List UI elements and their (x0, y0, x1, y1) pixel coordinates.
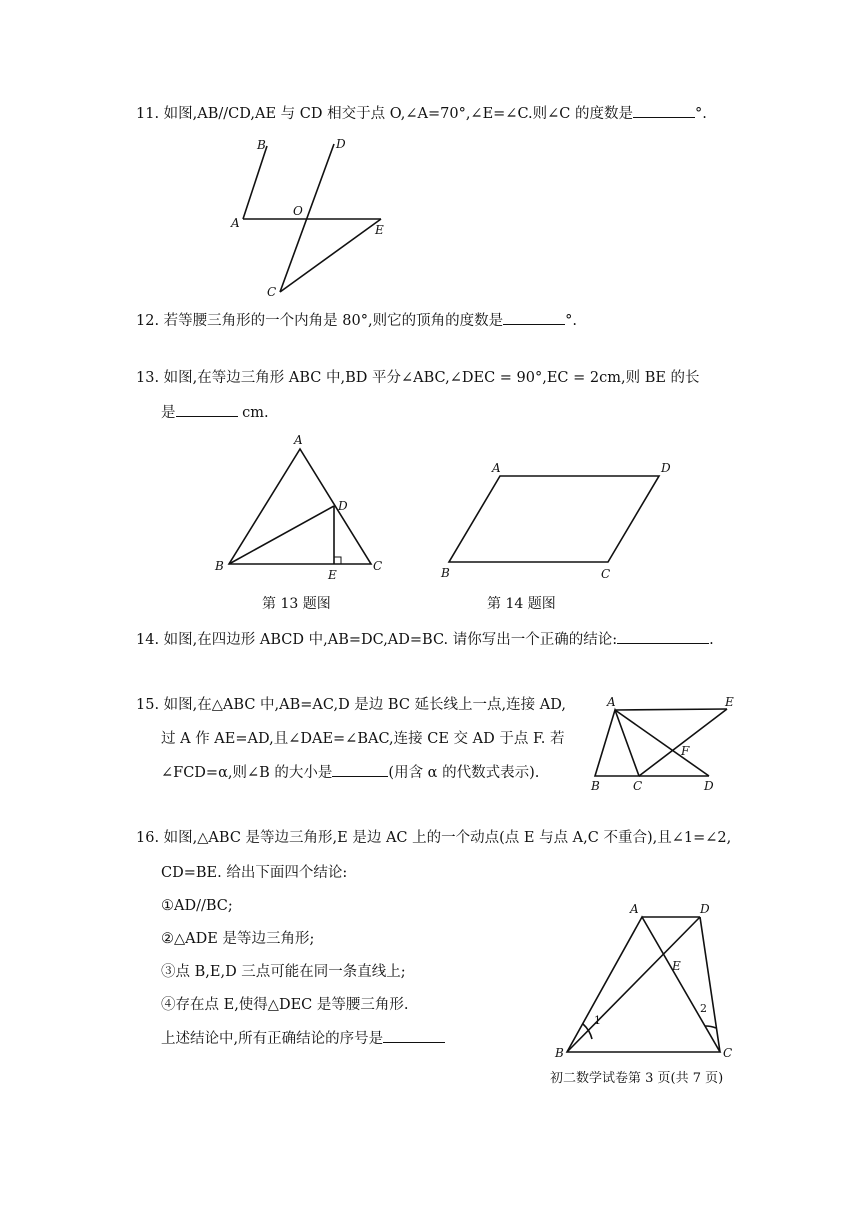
q15-label-f: F (681, 744, 690, 758)
q16-ask (161, 1029, 445, 1048)
q11-label-e: E (375, 223, 384, 237)
q16-item-4: ④存在点 E,使得△DEC 是等腰三角形. (161, 997, 409, 1013)
q15-label-b: B (591, 779, 600, 793)
q11-segment-ab (243, 146, 267, 219)
q12-tail: °. (565, 313, 577, 329)
q11-label-c: C (267, 285, 277, 299)
q16-label-d: D (700, 902, 710, 916)
q15-label-c: C (633, 779, 643, 793)
q13-segment-bd (229, 506, 334, 564)
q15-label-a: A (607, 695, 616, 709)
q13-answer-blank[interactable] (176, 403, 238, 417)
q11-label-b: B (257, 138, 266, 152)
q16-item-2: ②△ADE 是等边三角形; (161, 931, 315, 947)
q15-line3 (161, 763, 539, 782)
q13-line2-pre: 是 (161, 405, 176, 421)
q15-label-e: E (725, 695, 734, 709)
q14-figure (435, 455, 675, 585)
q12-answer-blank[interactable] (503, 311, 565, 325)
page-footer: 初二数学试卷第 3 页(共 7 页) (550, 1071, 724, 1086)
q16-label-b: B (555, 1046, 564, 1060)
q16-ask-text: 上述结论中,所有正确结论的序号是 (161, 1031, 384, 1047)
q15-answer-blank[interactable] (332, 763, 388, 777)
q15-line1: 15. 如图,在△ABC 中,AB=AC,D 是边 BC 延长线上一点,连接 AD, (136, 697, 566, 713)
q16-segment-dc (700, 917, 720, 1052)
q16-label-c: C (723, 1046, 733, 1060)
q11-label-o: O (293, 204, 303, 218)
q13-triangle-abc (229, 449, 371, 564)
q14-label-d: D (661, 461, 671, 475)
q13-label-c: C (373, 559, 383, 573)
q13-right-angle-mark (334, 557, 341, 564)
q16-line2: CD=BE. 给出下面四个结论: (161, 865, 348, 881)
q16-line1: 16. 如图,△ABC 是等边三角形,E 是边 AC 上的一个动点(点 E 与点 A,C 不重合),且∠1=∠2, (136, 830, 732, 846)
q11-stem: 11. 如图,AB//CD,AE 与 CD 相交于点 O,∠A=70°,∠E=∠C.则∠C 的度数是 (136, 106, 633, 122)
q13-label-d: D (338, 499, 348, 513)
q16-label-angle-2: 2 (700, 1002, 707, 1015)
q16-label-angle-1: 1 (594, 1014, 601, 1027)
q15-segment-ec (639, 709, 727, 776)
q13-figure (205, 430, 395, 585)
q14-parallelogram-abcd (449, 476, 659, 562)
q14-label-c: C (601, 567, 611, 581)
q15-figure (585, 693, 740, 793)
q16-segment-bd (567, 917, 700, 1052)
q13-line2 (161, 403, 269, 422)
q13-label-b: B (215, 559, 224, 573)
q16-item-1: ①AD//BC; (161, 898, 233, 914)
q14-label-b: B (441, 566, 450, 580)
q15-line2: 过 A 作 AE=AD,且∠DAE=∠BAC,连接 CE 交 AD 于点 F. 若 (161, 731, 565, 747)
q16-answer-blank[interactable] (383, 1029, 445, 1043)
q16-label-e: E (672, 959, 681, 973)
q11-text (136, 104, 707, 123)
q11-figure (225, 130, 395, 300)
q16-item-3: ③点 B,E,D 三点可能在同一条直线上; (161, 964, 406, 980)
q13-label-e: E (328, 568, 337, 582)
q13-line2-tail: cm. (242, 405, 269, 421)
q13-label-a: A (294, 433, 303, 447)
q15-label-d: D (704, 779, 714, 793)
q11-answer-blank[interactable] (633, 104, 695, 118)
q14-text (136, 630, 714, 649)
q15-line3-tail: (用含 α 的代数式表示). (388, 765, 540, 781)
q14-tail: . (709, 632, 714, 648)
q14-caption: 第 14 题图 (487, 596, 556, 612)
q12-text (136, 311, 577, 330)
q13-caption: 第 13 题图 (262, 596, 331, 612)
q11-label-d: D (336, 137, 346, 151)
q14-stem: 14. 如图,在四边形 ABCD 中,AB=DC,AD=BC. 请你写出一个正确的结论: (136, 632, 618, 648)
q11-tail: °. (695, 106, 707, 122)
q12-stem: 12. 若等腰三角形的一个内角是 80°,则它的顶角的度数是 (136, 313, 504, 329)
q16-figure (550, 900, 745, 1065)
q11-segment-dc (280, 144, 334, 292)
q15-segment-ad (615, 710, 709, 776)
q14-label-a: A (492, 461, 501, 475)
q15-line3-pre: ∠FCD=α,则∠B 的大小是 (161, 765, 333, 781)
q14-answer-blank[interactable] (617, 630, 709, 644)
q15-triangle-abc (595, 710, 639, 776)
q13-line1: 13. 如图,在等边三角形 ABC 中,BD 平分∠ABC,∠DEC = 90°,EC = 2cm,则 BE 的长 (136, 370, 700, 386)
q11-label-a: A (231, 216, 240, 230)
q16-label-a: A (630, 902, 639, 916)
q15-segment-ae (615, 709, 727, 710)
q11-segment-ec (280, 219, 381, 292)
